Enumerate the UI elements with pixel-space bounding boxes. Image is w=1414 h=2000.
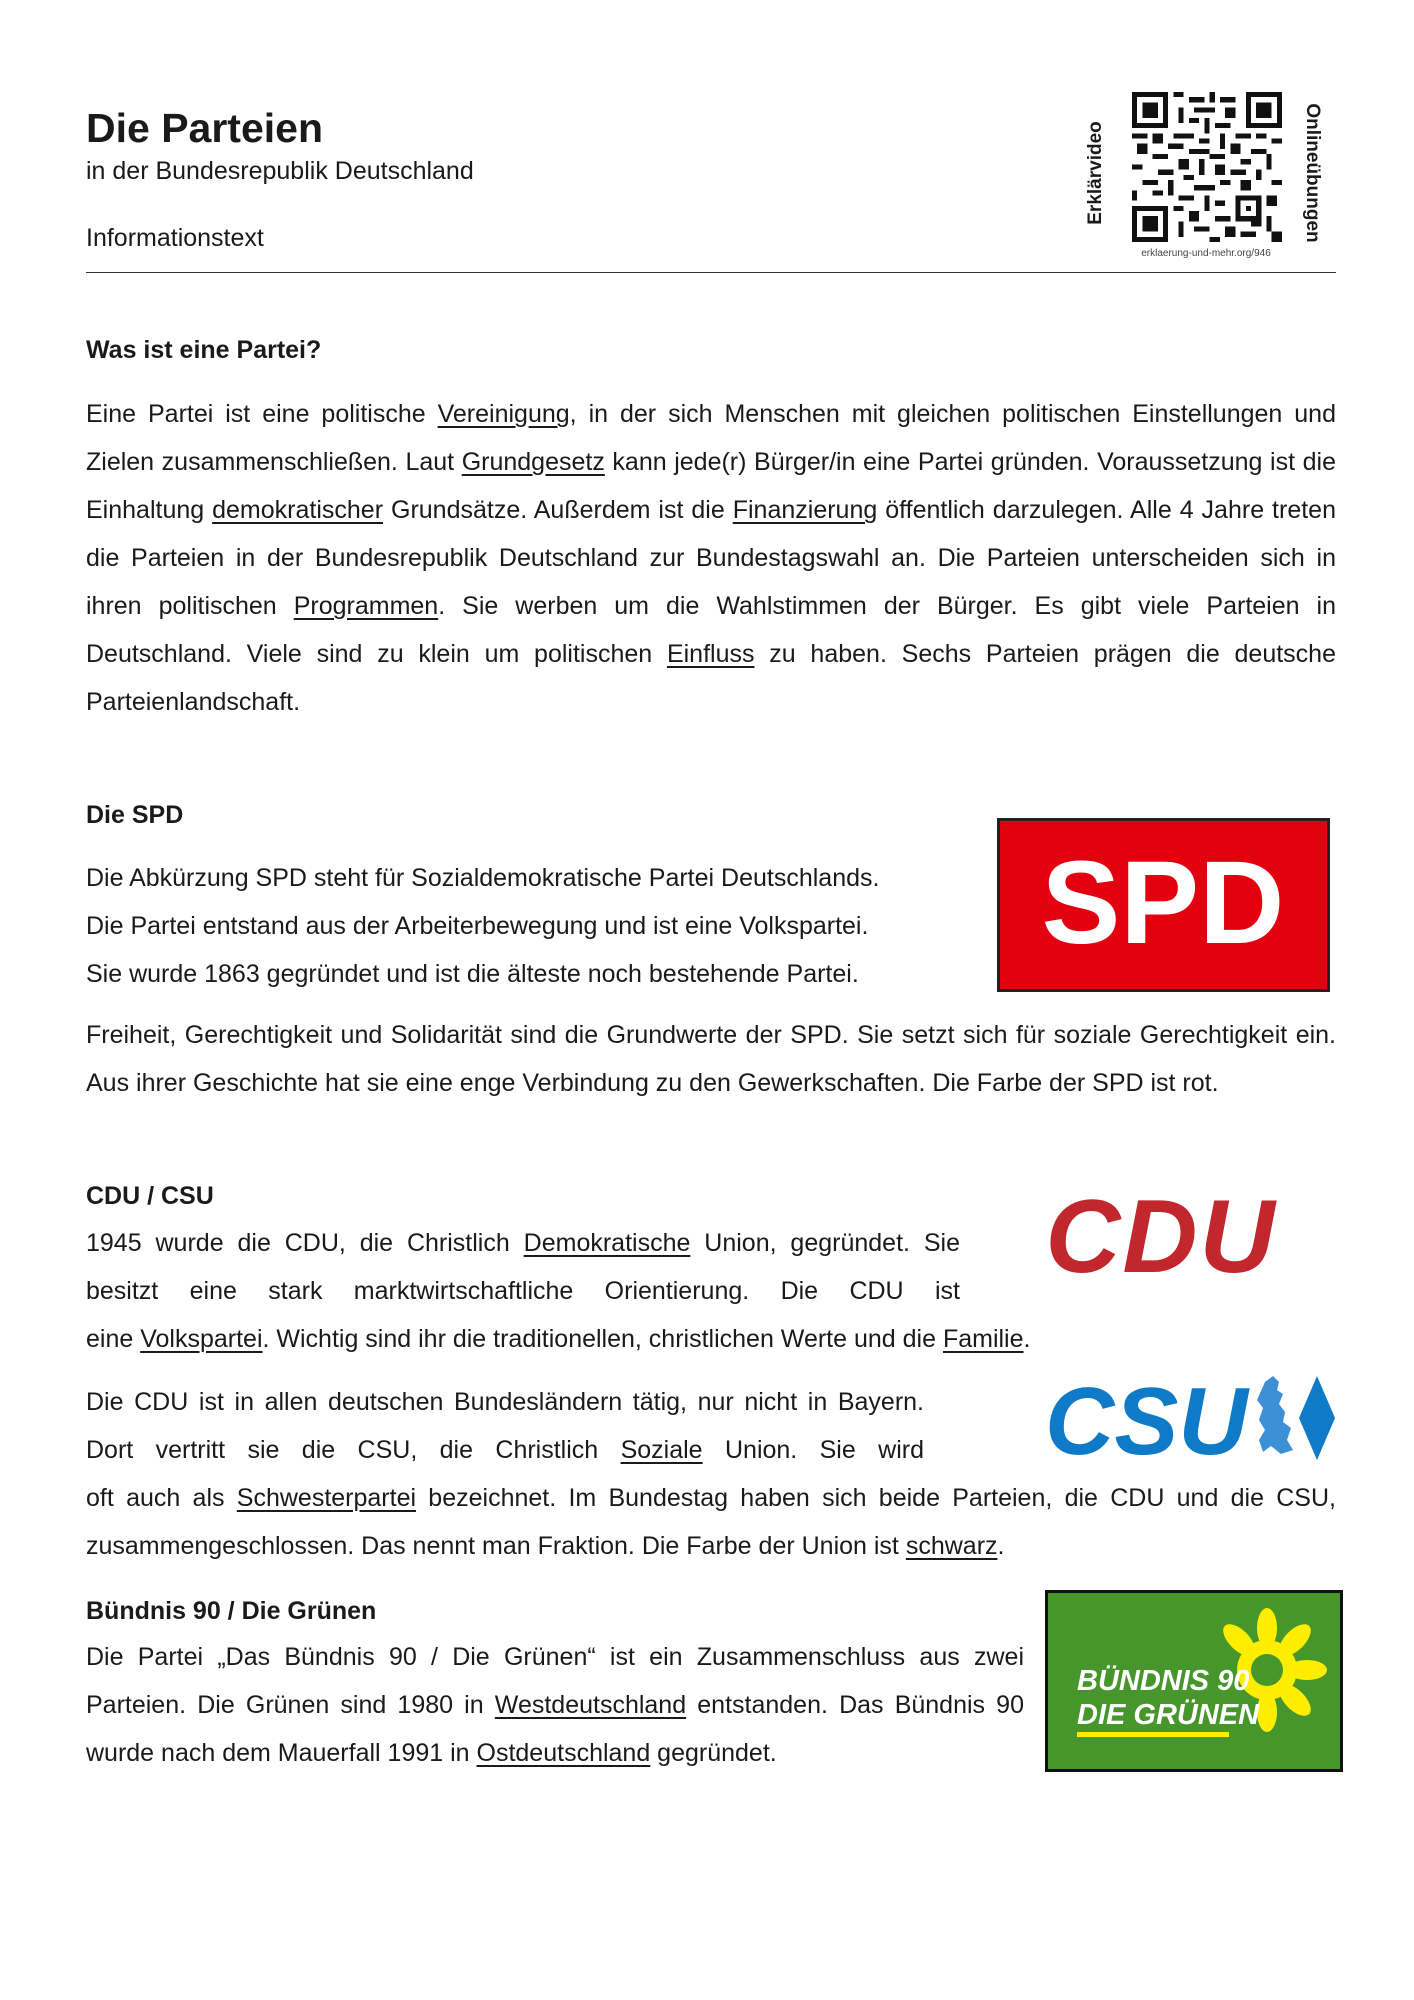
header-divider [86, 272, 1336, 273]
cdu-logo-text: CDU [1045, 1196, 1277, 1276]
paragraph-gruene [86, 1633, 1024, 1777]
text: . Sie werben um die Wahlstimmen der Bürger. Es gibt viele Parteien in Deutschland. Viele sind zu klein um politischen [86, 592, 1336, 668]
term-ostdeutschland: Ostdeutschland [476, 1739, 651, 1767]
section-heading-union: CDU / CSU [86, 1182, 214, 1210]
text: Eine Partei ist eine politische [86, 400, 438, 428]
gruene-logo-underline [1077, 1732, 1229, 1737]
term-demokratischer: demokratischer [212, 496, 384, 524]
paragraph-cdu-1 [86, 1219, 960, 1315]
term-vereinigung: Vereinigung [437, 400, 570, 428]
document-type: Informationstext [86, 224, 264, 252]
text: Die CDU ist in allen deutschen Bundesländern tätig, nur nicht in Bayern. Dort vertritt sie die CSU, die Christlich [86, 1388, 924, 1464]
csu-lion-icon [1257, 1376, 1293, 1454]
term-westdeutschland: Westdeutschland [494, 1691, 687, 1719]
paragraph-spd-intro [86, 854, 1006, 998]
csu-diamond-icon [1299, 1376, 1335, 1460]
text: Die Partei entstand aus der Arbeiterbewegung und ist eine Volkspartei. [86, 912, 869, 940]
text: Union, gegründet. Sie besitzt eine stark marktwirtschaftliche Orientierung. Die CDU ist [86, 1229, 960, 1305]
text: Die Partei „Das Bündnis 90 / Die Grünen“ ist ein Zusammenschluss aus zwei Parteien. Die Grünen sind 1980 in [86, 1643, 1024, 1719]
text: zu haben. Sechs Parteien prägen die deutsche Parteienlandschaft. [86, 640, 1336, 716]
term-familie: Familie [942, 1325, 1024, 1353]
gruene-logo [1045, 1590, 1343, 1772]
text: Union. Sie wird [702, 1436, 924, 1464]
text: entstanden. Das Bündnis 90 wurde nach dem Mauerfall 1991 in [86, 1691, 1024, 1767]
term-einfluss: Einfluss [666, 640, 755, 668]
term-grundgesetz: Grundgesetz [461, 448, 605, 476]
text: Grundsätze. Außerdem ist die [383, 496, 733, 524]
text: 1945 wurde die CDU, die Christlich [86, 1229, 524, 1257]
term-finanzierung: Finanzierung [732, 496, 878, 524]
sunflower-center [1251, 1654, 1283, 1686]
section-heading-spd: Die SPD [86, 801, 184, 829]
paragraph-partei [86, 390, 1336, 726]
spd-logo-text: SPD [1041, 837, 1285, 969]
term-schwarz: schwarz [905, 1532, 998, 1560]
paragraph-spd-values [86, 1011, 1336, 1107]
text: bezeichnet. Im Bundestag haben sich beide Parteien, die CDU und die CSU, zusammengeschlossen. Das nennt man Fraktion. Die Farbe der Union ist [86, 1484, 1336, 1560]
text: Freiheit, Gerechtigkeit und Solidarität sind die Grundwerte der SPD. Sie setzt sich für soziale Gerechtigkeit ein. Aus ihrer Geschichte hat sie eine enge Verbindung zu den Gewerkschaften. Die Farbe der SPD ist rot. [86, 1021, 1336, 1097]
term-programmen: Programmen [293, 592, 439, 620]
paragraph-csu-1 [86, 1378, 924, 1474]
paragraph-cdu-2 [86, 1315, 1336, 1363]
csu-logo [1041, 1368, 1341, 1468]
text: eine [86, 1325, 141, 1353]
text: Sie wurde 1863 gegründet und ist die älteste noch bestehende Partei. [86, 960, 859, 988]
text: kann jede(r) Bürger/in eine Partei gründen. Voraussetzung ist die Einhaltung [86, 448, 1336, 524]
qr-left-label: Erklärvideo [1085, 121, 1106, 225]
term-demokratische: Demokratische [523, 1229, 691, 1257]
qr-url[interactable]: erklaerung-und-mehr.org/946 [1141, 248, 1271, 259]
text: öffentlich darzulegen. Alle 4 Jahre treten die Parteien in der Bundesrepublik Deutschland zur Bundestagswahl an. Die Parteien unterscheiden sich in ihren politischen [86, 496, 1336, 620]
text: oft auch als [86, 1484, 237, 1512]
text: . [1023, 1325, 1031, 1353]
section-heading-partei: Was ist eine Partei? [86, 336, 322, 364]
gruene-logo-line2: DIE GRÜNEN [1077, 1699, 1260, 1731]
spd-logo [997, 818, 1330, 992]
csu-logo-text: CSU [1045, 1368, 1248, 1468]
section-heading-gruene: Bündnis 90 / Die Grünen [86, 1597, 377, 1625]
text: . Wichtig sind ihr die traditionellen, christlichen Werte und die [262, 1325, 943, 1353]
paragraph-csu-2 [86, 1474, 1336, 1570]
page-title: Die Parteien [86, 105, 323, 151]
gruene-logo-line1: BÜNDNIS 90 [1077, 1665, 1250, 1697]
term-soziale: Soziale [620, 1436, 703, 1464]
cdu-logo [991, 1196, 1331, 1276]
text: . [997, 1532, 1005, 1560]
page [86, 0, 1336, 2000]
page-subtitle: in der Bundesrepublik Deutschland [86, 157, 474, 185]
text: Die Abkürzung SPD steht für Sozialdemokratische Partei Deutschlands. [86, 864, 880, 892]
qr-code-block [1076, 88, 1336, 268]
qr-right-label: Onlineübungen [1302, 103, 1323, 243]
text: , in der sich Menschen mit gleichen politischen Einstellungen und Zielen zusammenschließen. Laut [86, 400, 1336, 476]
term-volkspartei: Volkspartei [140, 1325, 263, 1353]
qr-code-icon[interactable] [1132, 92, 1282, 242]
text: gegründet. [650, 1739, 777, 1767]
term-schwesterpartei: Schwesterpartei [236, 1484, 417, 1512]
